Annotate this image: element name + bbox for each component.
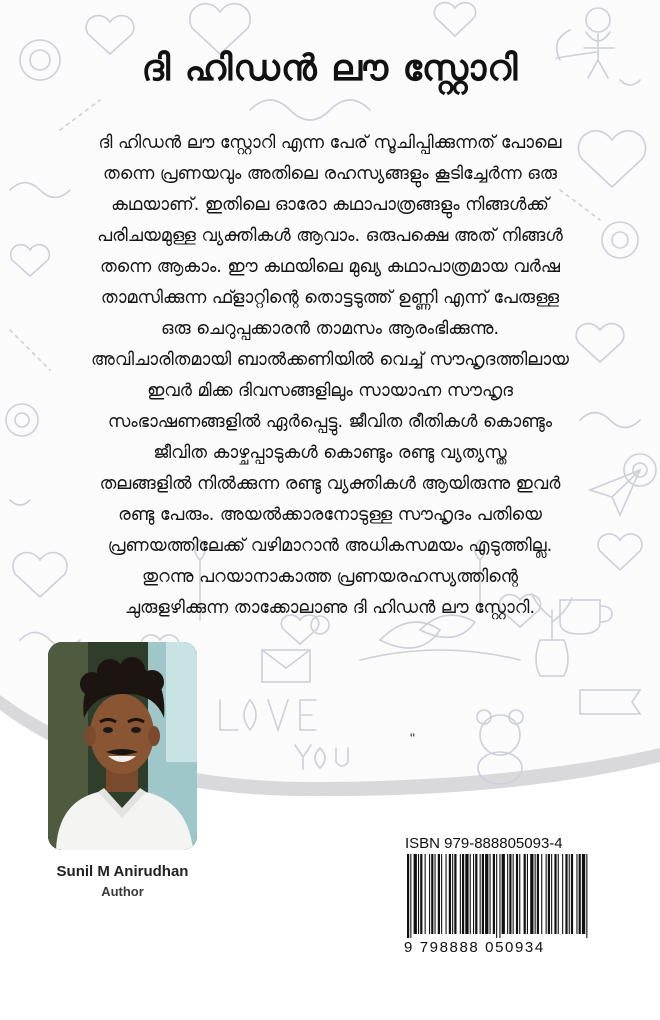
barcode-bar	[452, 854, 453, 934]
barcode-bar	[485, 854, 488, 934]
barcode-bar	[470, 854, 471, 934]
author-role: Author	[101, 884, 144, 899]
barcode-bar	[513, 854, 514, 934]
barcode-bar	[569, 854, 570, 934]
barcode-bar	[449, 854, 451, 934]
synopsis-line: ജീവിത കാഴ്ചപ്പാടുകൾ കൊണ്ടും രണ്ടു വ്യത്യസ്ത	[153, 443, 507, 463]
barcode-bar	[429, 854, 430, 934]
barcode-bar	[576, 854, 577, 934]
barcode-bar	[431, 854, 433, 934]
barcode-bar	[507, 854, 508, 934]
barcode-bar	[546, 854, 547, 934]
barcode-bar	[554, 854, 556, 934]
barcode-bar	[493, 854, 495, 934]
barcode-bar	[460, 854, 461, 934]
barcode-bar	[558, 854, 559, 934]
barcode-bar	[548, 854, 550, 934]
barcode-bar	[435, 854, 436, 934]
book-synopsis	[22, 128, 638, 624]
barcode-bar	[562, 854, 563, 934]
barcode-bar	[425, 854, 426, 934]
synopsis-line: തലങ്ങളിൽ നിൽക്കുന്ന രണ്ടു വ്യക്തികൾ ആയിരുന്നു ഇവർ	[99, 474, 561, 494]
quote-mark: "	[410, 730, 415, 746]
barcode-bar	[465, 854, 468, 934]
isbn-barcode	[400, 832, 595, 962]
barcode-bar	[509, 854, 511, 934]
synopsis-line: അവിചാരിതമായി ബാൽക്കണിയിൽ വെച്ച് സൗഹൃദത്തിലായ	[91, 350, 569, 370]
synopsis-line: പ്രണയത്തിലേക്ക് വഴിമാറാൻ അധികസമയം എടുത്തില്ല.	[107, 536, 553, 556]
barcode-bar	[473, 854, 474, 934]
barcode-bar	[582, 854, 585, 934]
barcode-bar	[551, 854, 552, 934]
barcode-bar	[480, 854, 481, 934]
barcode-bar	[527, 854, 528, 934]
barcode-bar	[530, 854, 533, 934]
synopsis-line: ചുരുളഴിക്കുന്ന താക്കോലാണു ദി ഹിഡൻ ലൗ സ്റ്റോറി.	[124, 598, 536, 618]
barcode-bar	[407, 854, 409, 938]
barcode-bar	[524, 854, 526, 934]
barcode-bar	[482, 854, 484, 934]
synopsis-line: ഒരു ചെറുപ്പക്കാരൻ താമസം ആരംഭിക്കുന്നു.	[160, 319, 500, 339]
barcode-bar	[441, 854, 442, 934]
isbn-number: ISBN 979-888805093-4	[405, 835, 563, 852]
synopsis-line: തുറന്നു പറയാനാകാത്ത പ്രണയരഹസ്യത്തിന്റെ	[141, 567, 519, 587]
barcode-bar	[475, 854, 477, 934]
synopsis-line: താമസിക്കുന്ന ഫ്ളാറ്റിന്റെ തൊട്ടടുത്ത് ഉണ്ണി എന്ന് പേരുള്ള	[100, 288, 560, 308]
barcode-bar	[579, 854, 581, 934]
book-title: ദി ഹിഡൻ ലൗ സ്റ്റോറി	[141, 48, 519, 89]
barcode-bar	[499, 854, 500, 938]
synopsis-line: കഥയാണ്. ഇതിലെ ഓരോ കഥാപാത്രങ്ങളും നിങ്ങൾക്ക്	[111, 195, 549, 215]
barcode-bar	[462, 854, 464, 934]
barcode-bar	[541, 854, 542, 934]
synopsis-line: ഇവർ മിക്ക ദിവസങ്ങളിലും സായാഹ്ന സൗഹൃദ	[147, 381, 513, 401]
synopsis-line: തന്നെ പ്രണയവും അതിലെ രഹസ്യങ്ങളും കൂടിച്ചേർന്ന ഒരു	[103, 164, 557, 184]
synopsis-line: രണ്ടു പേരും. അയൽക്കാരനോടുള്ള സൗഹൃദം പതിയെ	[118, 505, 542, 525]
barcode-bar	[438, 854, 440, 934]
barcode-bar	[446, 854, 447, 934]
barcode-bar	[537, 854, 539, 934]
barcode-bar	[516, 854, 518, 934]
barcode-bar	[519, 854, 520, 934]
synopsis-line: പരിചയമുള്ള വ്യക്തികൾ ആവാം. ഒരുപക്ഷെ അത് നിങ്ങൾ	[97, 226, 563, 246]
author-name: Sunil M Anirudhan	[56, 863, 189, 880]
barcode-bar	[418, 854, 419, 934]
barcode-bar	[420, 854, 422, 934]
barcode-bar	[454, 854, 456, 934]
barcode-bar	[414, 854, 417, 934]
barcode-bar	[490, 854, 491, 934]
synopsis-line: സംഭാഷണങ്ങളിൽ ഏർപ്പെട്ടു. ജീവിത രീതികൾ കൊണ്ടും	[107, 412, 553, 432]
barcode-bars	[403, 854, 593, 938]
barcode-bar	[502, 854, 505, 934]
author-photo	[48, 642, 197, 850]
barcode-digits: 9 798888 050934	[404, 939, 545, 956]
barcode-bar	[410, 854, 411, 938]
barcode-bar	[496, 854, 497, 938]
barcode-bar	[586, 854, 587, 938]
barcode-bar	[535, 854, 536, 934]
synopsis-line: ദി ഹിഡൻ ലൗ സ്റ്റോറി എന്ന പേര് സൂചിപ്പിക്കുന്നത് പോലെ	[98, 133, 562, 153]
synopsis-line: തന്നെ ആകാം. ഈ കഥയിലെ മുഖ്യ കഥാപാത്രമായ വർഷ	[99, 257, 561, 277]
barcode-bar	[565, 854, 567, 934]
barcode-bar	[571, 854, 573, 934]
